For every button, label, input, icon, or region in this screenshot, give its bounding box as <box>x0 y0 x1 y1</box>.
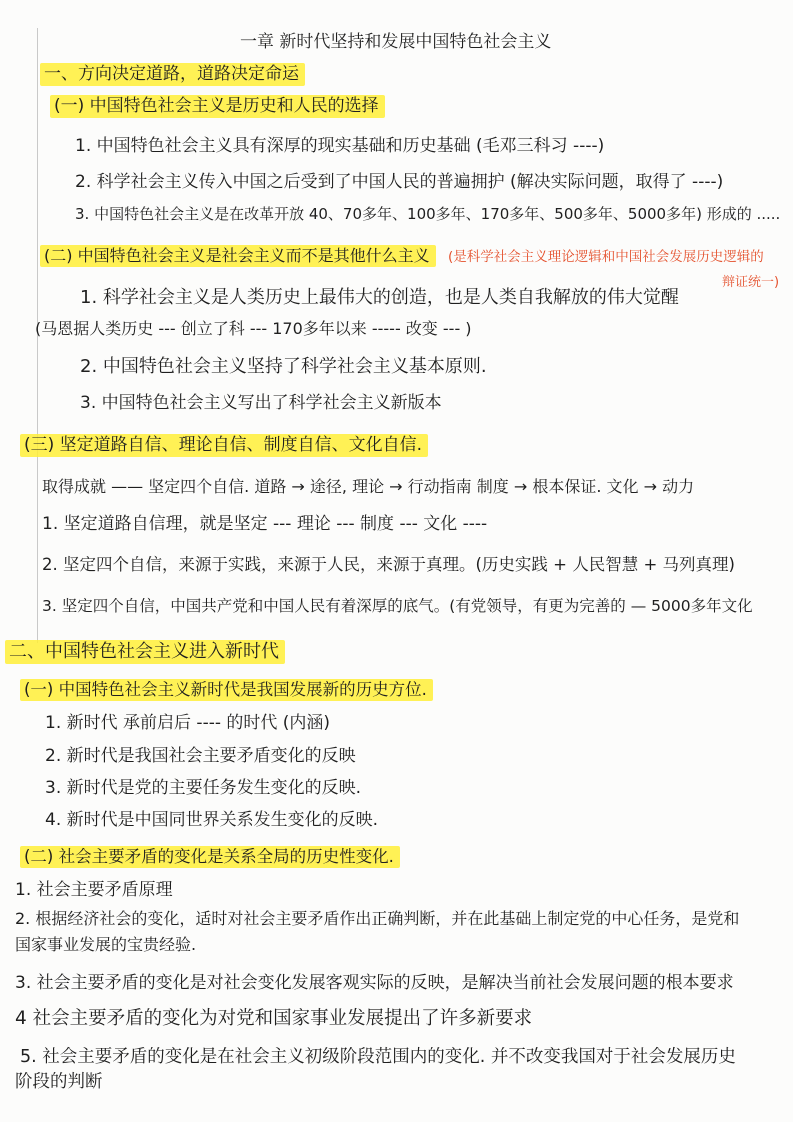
note-line: 3. 中国特色社会主义是在改革开放 40、70多年、100多年、170多年、500多年、5000多年) 形成的 ..... <box>75 205 781 223</box>
note-line: 3. 新时代是党的主要任务发生变化的反映. <box>45 778 362 798</box>
note-line: 1. 坚定道路自信理，就是坚定 --- 理论 --- 制度 --- 文化 ---- <box>42 514 488 534</box>
note-line: 取得成就 —— 坚定四个自信. 道路 → 途径, 理论 → 行动指南 制度 → 根本保证. 文化 → 动力 <box>42 477 695 496</box>
note-line: 1. 科学社会主义是人类历史上最伟大的创造，也是人类自我解放的伟大觉醒 <box>80 287 679 308</box>
subsection-heading: (二) 中国特色社会主义是社会主义而不是其他什么主义 <box>40 245 436 267</box>
subsection-heading-wrap <box>50 95 385 117</box>
subsection-heading-wrap <box>20 846 400 867</box>
note-line: 3. 中国特色社会主义写出了科学社会主义新版本 <box>80 393 442 413</box>
annotation: 辩证统一) <box>722 275 780 290</box>
note-line: 2. 科学社会主义传入中国之后受到了中国人民的普遍拥护 (解决实际问题，取得了 ----) <box>75 172 724 192</box>
section-heading: 一、方向决定道路，道路决定命运 <box>40 63 305 86</box>
note-line: 5. 社会主要矛盾的变化是在社会主义初级阶段范围内的变化. 并不改变我国对于社会发展历史 <box>20 1047 736 1067</box>
annotation: (是科学社会主义理论逻辑和中国社会发展历史逻辑的 <box>448 249 764 265</box>
note-line: 2. 根据经济社会的变化，适时对社会主要矛盾作出正确判断，并在此基础上制定党的中心任务，是党和 <box>15 909 740 928</box>
page-title: 一章 新时代坚持和发展中国特色社会主义 <box>240 32 552 52</box>
subsection-heading: (一) 中国特色社会主义新时代是我国发展新的历史方位. <box>20 679 433 701</box>
subsection-heading-wrap <box>20 679 433 700</box>
section-heading: 二、中国特色社会主义进入新时代 <box>5 640 285 664</box>
note-line: 3. 坚定四个自信，中国共产党和中国人民有着深厚的底气。(有党领导，有更为完善的 — 5000多年文化 <box>42 597 753 615</box>
note-line: 2. 坚定四个自信，来源于实践，来源于人民，来源于真理。(历史实践 + 人民智慧 + 马列真理) <box>42 555 735 574</box>
note-line: 4. 新时代是中国同世界关系发生变化的反映. <box>45 810 379 830</box>
note-line: 阶段的判断 <box>15 1072 103 1092</box>
note-line: 1. 中国特色社会主义具有深厚的现实基础和历史基础 (毛邓三科习 ----) <box>75 136 605 156</box>
subsection-heading-wrap <box>20 434 428 456</box>
note-line: 3. 社会主要矛盾的变化是对社会变化发展客观实际的反映，是解决当前社会发展问题的根本要求 <box>15 973 734 993</box>
note-line: 1. 新时代 承前启后 ---- 的时代 (内涵) <box>45 713 331 733</box>
subsection-heading-wrap <box>40 246 436 267</box>
note-line: 2. 新时代是我国社会主要矛盾变化的反映 <box>45 746 356 766</box>
section-heading-wrap <box>40 63 305 85</box>
note-line: 国家事业发展的宝贵经验. <box>15 935 197 954</box>
section-heading-wrap <box>5 640 285 663</box>
note-line: 2. 中国特色社会主义坚持了科学社会主义基本原则. <box>80 356 487 377</box>
subsection-heading: (三) 坚定道路自信、理论自信、制度自信、文化自信. <box>20 434 428 457</box>
note-line: 1. 社会主要矛盾原理 <box>15 880 173 900</box>
note-line: (马恩据人类历史 --- 创立了科 --- 170多年以来 ----- 改变 --- ) <box>35 319 472 338</box>
subsection-heading: (二) 社会主要矛盾的变化是关系全局的历史性变化. <box>20 846 400 868</box>
note-line: 4 社会主要矛盾的变化为对党和国家事业发展提出了许多新要求 <box>15 1008 533 1029</box>
subsection-heading: (一) 中国特色社会主义是历史和人民的选择 <box>50 95 385 118</box>
